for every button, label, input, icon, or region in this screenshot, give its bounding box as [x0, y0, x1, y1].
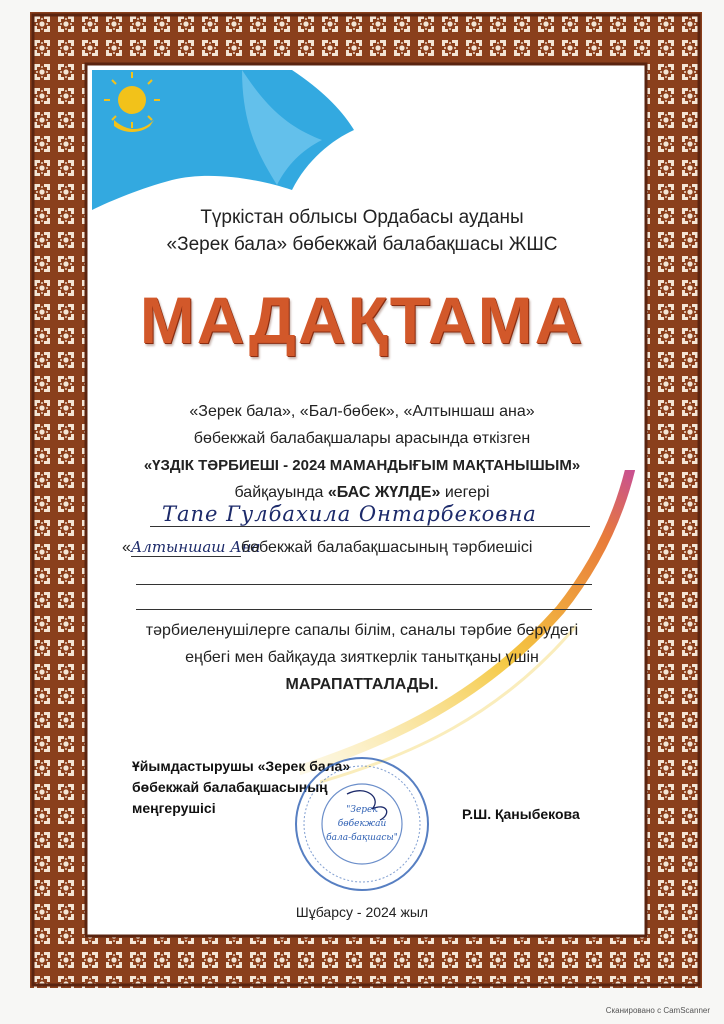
official-stamp [292, 754, 432, 894]
blank-line-2 [136, 609, 592, 610]
body-line-2: бөбекжай балабақшалары арасында өткізген [193, 430, 531, 447]
winner-name-handwritten: Тапе Гулбахила Онтарбековна [162, 502, 537, 526]
header-line-1: Түркістан облысы Ордабасы ауданы [200, 207, 524, 228]
body-line-6 [122, 538, 532, 557]
director-name: Р.Ш. Қаныбекова [462, 806, 580, 822]
stamp-text-1: "Зерек [346, 805, 378, 815]
prize-name: «БАС ЖҮЛДЕ» [327, 484, 441, 501]
signature-line-1: Ұйымдастырушы «Зерек бала» [132, 758, 351, 774]
award-line-3: МАРАПАТТАЛАДЫ. [285, 676, 439, 693]
header-line-2: «Зерек бала» бөбекжай балабақшасы ЖШС [166, 234, 558, 255]
award-line-1: тәрбиеленушілерге сапалы білім, саналы тәрбие берудегі [145, 622, 579, 639]
organization-header [0, 204, 724, 258]
certificate-title: МАДАҚТАМА [139, 283, 585, 357]
signature-line-2: бөбекжай балабақшасының [132, 779, 328, 795]
quote-open: « [122, 539, 131, 556]
body-line-4-pre: байқауында [234, 484, 328, 501]
signature-line-3: меңгерушісі [132, 800, 216, 816]
scanner-watermark: Сканировано с CamScanner [605, 1006, 710, 1015]
winner-underline [150, 526, 590, 527]
award-line-2: еңбегі мен байқауда зияткерлік танытқаны үшін [185, 649, 539, 666]
body-line-1: «Зерек бала», «Бал-бөбек», «Алтыншаш ана» [189, 403, 535, 420]
blank-line-1 [136, 584, 592, 585]
award-text [0, 617, 724, 698]
contest-name: «ҮЗДІК ТӘРБИЕШІ - 2024 МАМАНДЫҒЫМ МАҚТАНЫШЫМ» [143, 457, 581, 474]
certificate-body [0, 398, 724, 506]
stamp-text-2: бөбекжай [337, 819, 387, 829]
flag-decoration [92, 70, 362, 220]
place-date: Шұбарсу - 2024 жыл [295, 904, 429, 920]
body-line-4-post: иегері [440, 484, 490, 501]
garden-name-handwritten: Алтыншаш Ана [130, 538, 261, 556]
stamp-text-3: бала-бақшасы" [326, 833, 398, 843]
garden-suffix: бөбекжай балабақшасының тәрбиешісі [240, 539, 533, 556]
